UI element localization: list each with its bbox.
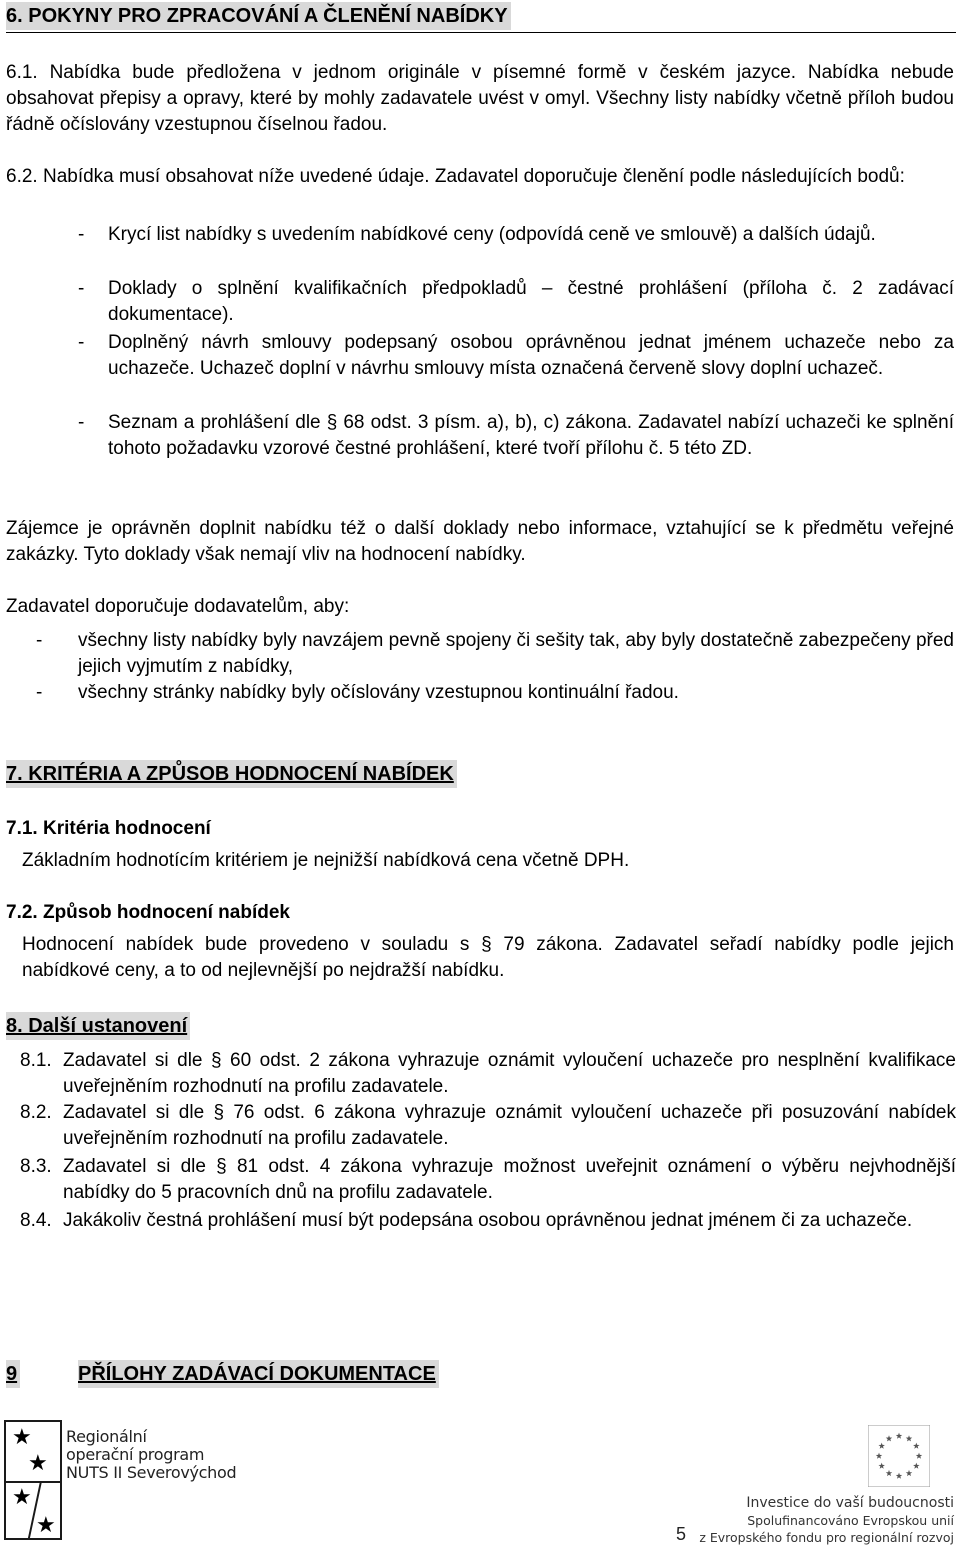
list-item: - všechny listy nabídky byly navzájem pevně spojeny či sešity tak, aby byly dostatečně zabezpečeny před jejich vyjmutím z nabídky,	[36, 630, 954, 677]
paragraph-6-1: 6.1. Nabídka bude předložena v jednom originále v písemné formě v českém jazyce. Nabídka nebude obsahovat přepisy a opravy, které by mohly zadavatele uvést v omyl. Všechny listy nabídky včetně příloh budou řádně očíslovány vzestupnou číselnou řadou.	[6, 62, 954, 135]
page-number: 5	[676, 1524, 687, 1544]
star-icon: ★	[12, 1484, 32, 1509]
section-7-heading: 7. KRITÉRIA A ZPŮSOB HODNOCENÍ NABÍDEK	[6, 760, 457, 788]
paragraph-6-2: 6.2. Nabídka musí obsahovat níže uvedené údaje. Zadavatel doporučuje členění podle následujících bodů:	[6, 166, 905, 187]
list-item: - Doplněný návrh smlouvy podepsaný osobou oprávněnou jednat jménem uchazeče nebo za uchazeče. Uchazeč doplní v návrhu smlouvy místa označená červeně slovy doplní uchazeč.	[78, 332, 954, 379]
eu-flag-icon	[868, 1425, 930, 1487]
section-7-heading-bar	[6, 758, 956, 788]
section-8-heading: 8. Další ustanovení	[6, 1012, 190, 1040]
numbered-item: 8.4. Jakákoliv čestná prohlášení musí být podepsána osobou oprávněnou jednat jménem či za uchazeče.	[20, 1210, 913, 1231]
section-8-heading-bar	[6, 1010, 956, 1040]
section-6-heading-bar	[6, 0, 956, 33]
paragraph-zajemce: Zájemce je oprávněn doplnit nabídku též o další doklady nebo informace, vztahující se k předmětu veřejné zakázky. Tyto doklady však nemají vliv na hodnocení nabídky.	[6, 518, 954, 565]
rop-logo-text: Regionální operační program NUTS II Severovýchod	[66, 1427, 237, 1482]
section-9-heading: PŘÍLOHY ZADÁVACÍ DOKUMENTACE	[78, 1360, 439, 1388]
logo-divider	[6, 1481, 60, 1483]
numbered-item: 8.1. Zadavatel si dle § 60 odst. 2 zákona vyhrazuje oznámit vyloučení uchazeče pro nesplnění kvalifikace uveřejněním rozhodnutí na profilu zadavatele.	[20, 1050, 956, 1097]
list-item: - Doklady o splnění kvalifikačních předpokladů – čestné prohlášení (příloha č. 2 zadávací dokumentace).	[78, 278, 954, 325]
numbered-item: 8.3. Zadavatel si dle § 81 odst. 4 zákona vyhrazuje možnost uveřejnit oznámení o výběru nejvhodnější nabídky do 5 pracovních dnů na profilu zadavatele.	[20, 1156, 956, 1203]
section-6-heading: 6. POKYNY PRO ZPRACOVÁNÍ A ČLENĚNÍ NABÍDKY	[6, 2, 511, 30]
eu-logo-text: Investice do vaší budoucnosti Spolufinancováno Evropskou unií z Evropského fondu pro regionální rozvoj	[699, 1495, 954, 1545]
subheading-7-2: 7.2. Způsob hodnocení nabídek	[6, 902, 290, 923]
star-icon: ★	[12, 1424, 32, 1449]
paragraph-doporucuje: Zadavatel doporučuje dodavatelům, aby:	[6, 596, 350, 617]
paragraph-7-2: Hodnocení nabídek bude provedeno v souladu s § 79 zákona. Zadavatel seřadí nabídky podle jejich nabídkové ceny, a to od nejlevnější po nejdražší nabídku.	[22, 934, 954, 981]
list-item: - Seznam a prohlášení dle § 68 odst. 3 písm. a), b), c) zákona. Zadavatel nabízí uchazeči ke splnění tohoto požadavku vzorové čestné prohlášení, které tvoří přílohu č. 5 této ZD.	[78, 412, 954, 459]
paragraph-7-1: Základním hodnotícím kritériem je nejnižší nabídková cena včetně DPH.	[22, 850, 630, 871]
list-item: - Krycí list nabídky s uvedením nabídkové ceny (odpovídá ceně ve smlouvě) a dalších údajů.	[78, 224, 876, 245]
subheading-7-1: 7.1. Kritéria hodnocení	[6, 818, 211, 839]
rop-logo	[4, 1420, 62, 1540]
list-item: - všechny stránky nabídky byly očíslovány vzestupnou kontinuální řadou.	[36, 682, 679, 703]
numbered-item: 8.2. Zadavatel si dle § 76 odst. 6 zákona vyhrazuje oznámit vyloučení uchazeče při posuzování nabídek uveřejněním rozhodnutí na profilu zadavatele.	[20, 1102, 956, 1149]
star-icon: ★	[36, 1512, 56, 1537]
section-9-heading-bar	[6, 1358, 956, 1390]
section-9-number: 9	[6, 1360, 20, 1388]
star-icon: ★	[28, 1450, 48, 1475]
